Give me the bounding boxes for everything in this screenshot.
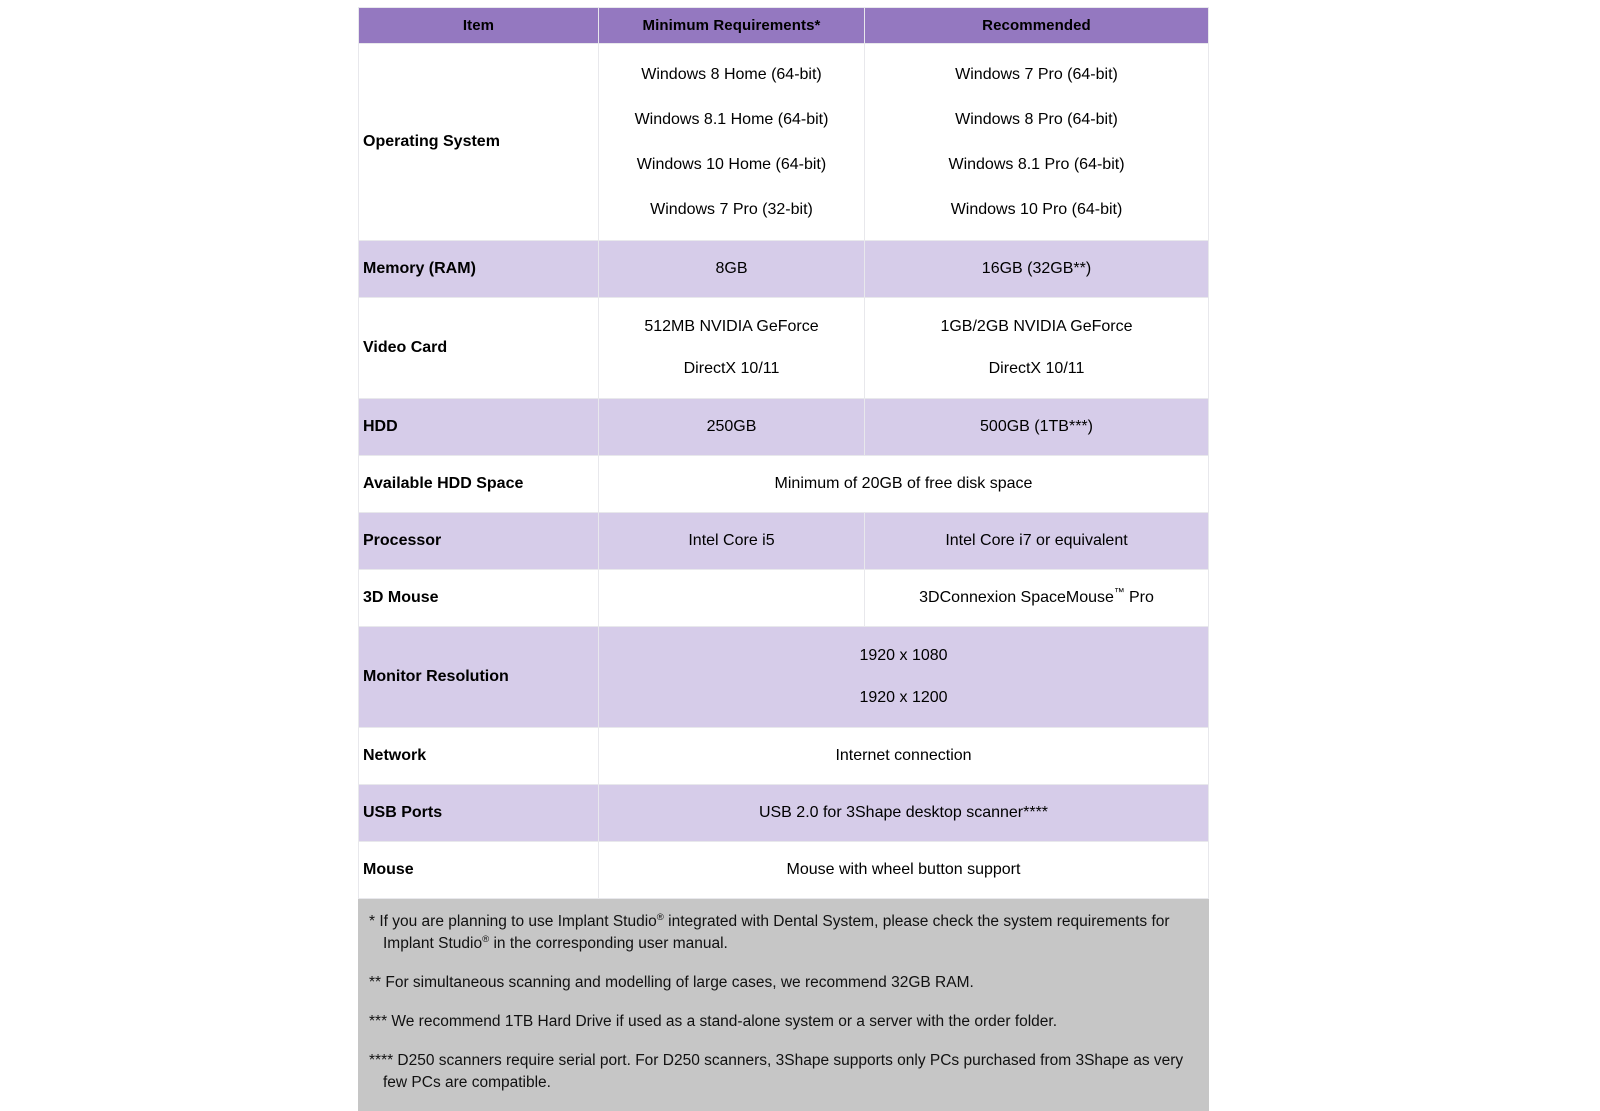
table-row-available-hdd-space	[359, 456, 1209, 513]
footnote-1-part2: integrated with Dental System, please check the system requirements for Implant Studio	[383, 913, 1170, 952]
cell-spanned-network: Internet connection	[599, 728, 1209, 785]
os-rec-line-3: Windows 8.1 Pro (64-bit)	[948, 155, 1125, 173]
row-label-hdd: HDD	[359, 399, 599, 456]
cell-recommended-3d-mouse	[865, 570, 1209, 627]
os-rec-line-2: Windows 8 Pro (64-bit)	[955, 110, 1118, 128]
column-header-item: Item	[359, 8, 599, 44]
video-min-line-2: DirectX 10/11	[683, 360, 780, 377]
cell-recommended-processor: Intel Core i7 or equivalent	[865, 513, 1209, 570]
os-min-line-4: Windows 7 Pro (32-bit)	[650, 200, 813, 218]
os-rec-line-4: Windows 10 Pro (64-bit)	[950, 200, 1123, 218]
table-header	[359, 8, 1209, 44]
row-label-3d-mouse: 3D Mouse	[359, 570, 599, 627]
spacemouse-suffix: Pro	[1124, 589, 1154, 606]
cell-recommended-video-card	[865, 298, 1209, 399]
cell-spanned-usb-ports: USB 2.0 for 3Shape desktop scanner****	[599, 785, 1209, 842]
footnote-4: **** D250 scanners require serial port. For D250 scanners, 3Shape supports only PCs purchased from 3Shape as very few PCs are compatible.	[369, 1052, 1184, 1091]
cell-recommended-operating-system	[865, 44, 1209, 241]
os-min-line-3: Windows 10 Home (64-bit)	[636, 155, 827, 173]
row-label-memory: Memory (RAM)	[359, 241, 599, 298]
cell-minimum-operating-system	[599, 44, 865, 241]
trademark-symbol: ™	[1113, 586, 1125, 599]
table-row-hdd	[359, 399, 1209, 456]
cell-minimum-memory: 8GB	[599, 241, 865, 298]
row-label-available-hdd-space: Available HDD Space	[359, 456, 599, 513]
footnote-1	[369, 911, 1194, 955]
footnote-3: *** We recommend 1TB Hard Drive if used as a stand-alone system or a server with the order folder.	[369, 1013, 1058, 1030]
cell-recommended-hdd: 500GB (1TB***)	[865, 399, 1209, 456]
row-label-monitor-resolution: Monitor Resolution	[359, 627, 599, 728]
cell-minimum-processor: Intel Core i5	[599, 513, 865, 570]
footnote-2: ** For simultaneous scanning and modelling of large cases, we recommend 32GB RAM.	[369, 974, 974, 991]
row-label-usb-ports: USB Ports	[359, 785, 599, 842]
row-label-network: Network	[359, 728, 599, 785]
table-row-footnotes	[359, 899, 1209, 1111]
footnotes-container	[359, 899, 1209, 1111]
os-min-line-2: Windows 8.1 Home (64-bit)	[634, 110, 829, 128]
row-label-processor: Processor	[359, 513, 599, 570]
cell-spanned-mouse: Mouse with wheel button support	[599, 842, 1209, 899]
header-row	[359, 8, 1209, 44]
cell-minimum-3d-mouse	[599, 570, 865, 627]
column-header-minimum: Minimum Requirements*	[599, 8, 865, 44]
row-label-operating-system: Operating System	[359, 44, 599, 241]
cell-spanned-monitor-resolution	[599, 627, 1209, 728]
registered-symbol-1: ®	[656, 911, 664, 923]
footnote-1-part1: * If you are planning to use Implant Studio	[369, 913, 657, 930]
table-row-processor	[359, 513, 1209, 570]
table-row-video-card	[359, 298, 1209, 399]
table-body	[359, 44, 1209, 1111]
cell-minimum-video-card	[599, 298, 865, 399]
registered-symbol-2: ®	[482, 933, 490, 945]
table-row-memory	[359, 241, 1209, 298]
spacemouse-name: 3DConnexion SpaceMouse	[919, 589, 1114, 606]
os-rec-line-1: Windows 7 Pro (64-bit)	[955, 65, 1118, 83]
video-min-line-1: 512MB NVIDIA GeForce	[644, 318, 819, 335]
cell-minimum-hdd: 250GB	[599, 399, 865, 456]
table-row-operating-system	[359, 44, 1209, 241]
footnote-1-part3: in the corresponding user manual.	[489, 935, 728, 952]
cell-recommended-memory: 16GB (32GB**)	[865, 241, 1209, 298]
video-rec-line-1: 1GB/2GB NVIDIA GeForce	[940, 318, 1133, 335]
video-rec-line-2: DirectX 10/11	[988, 360, 1085, 377]
table-row-network	[359, 728, 1209, 785]
table-row-usb-ports	[359, 785, 1209, 842]
table-row-mouse	[359, 842, 1209, 899]
table-row-monitor-resolution	[359, 627, 1209, 728]
system-requirements-table	[358, 7, 1209, 1111]
monitor-res-line-2: 1920 x 1200	[859, 689, 948, 706]
cell-spanned-available-hdd-space: Minimum of 20GB of free disk space	[599, 456, 1209, 513]
monitor-res-line-1: 1920 x 1080	[859, 647, 948, 664]
table-row-3d-mouse	[359, 570, 1209, 627]
os-min-line-1: Windows 8 Home (64-bit)	[641, 65, 822, 83]
column-header-recommended: Recommended	[865, 8, 1209, 44]
row-label-mouse: Mouse	[359, 842, 599, 899]
row-label-video-card: Video Card	[359, 298, 599, 399]
